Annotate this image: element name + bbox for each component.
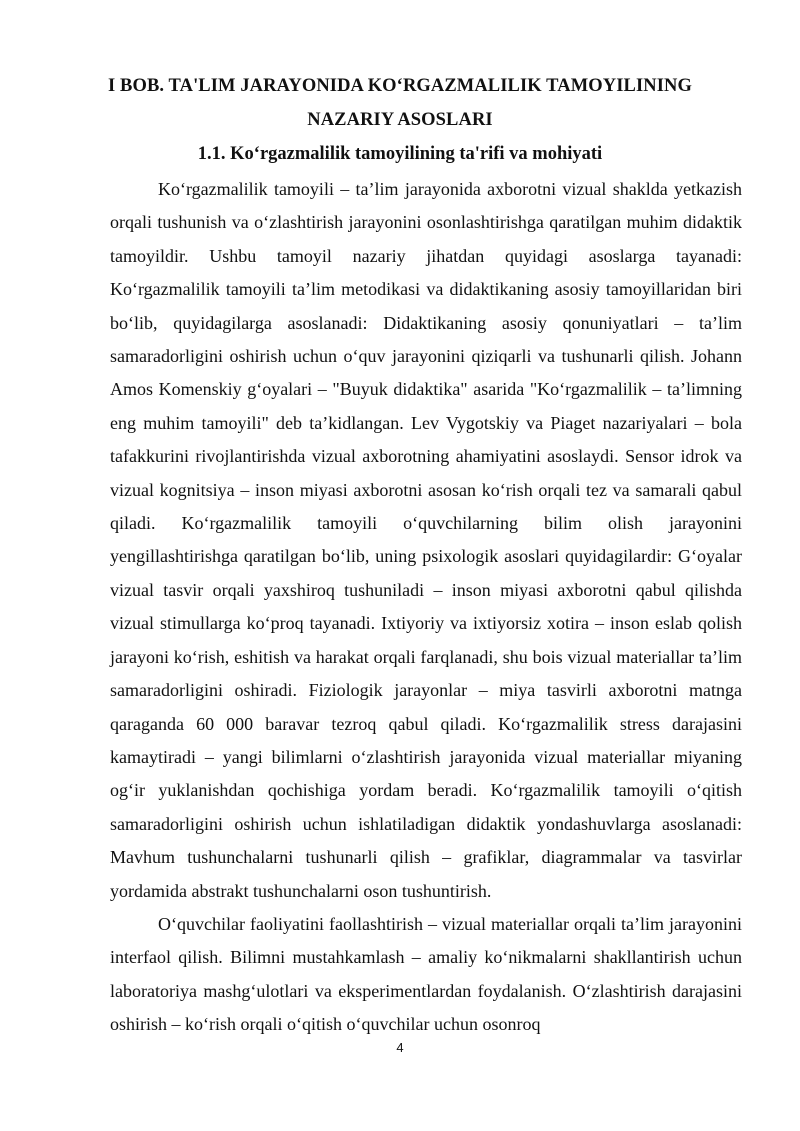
section-title: 1.1. Ko‘rgazmalilik tamoyilining ta'rifi va mohiyati (197, 144, 603, 164)
chapter-title-line-2: NAZARIY ASOSLARI (307, 110, 493, 130)
chapter-title-line-1: I BOB. TA'LIM JARAYONIDA KO‘RGAZMALILIK TAMOYILINING (108, 76, 692, 96)
page-number: 4 (396, 1040, 404, 1055)
paragraph-2: O‘quvchilar faoliyatini faollashtirish – vizual materiallar orqali ta’lim jarayonini interfaol qilish. Bilimni mustahkamlash – amaliy ko‘nikmalarni shakllantirish uchun laboratoriya mashg‘ulotlari va eksperimentlardan foydalanish. O‘zlashtirish darajasini oshirish – ko‘rish orqali o‘qitish o‘quvchilar uchun osonroq (110, 913, 742, 1035)
body-text (110, 173, 742, 1042)
paragraph-1: Ko‘rgazmalilik tamoyili – ta’lim jarayonida axborotni vizual shaklda yetkazish orqali tushunish va o‘zlashtirish jarayonini osonlashtirishga qaratilgan muhim didaktik tamoyildir. Ushbu tamoyil nazariy jihatdan quyidagi asoslarga tayanadi: Ko‘rgazmalilik tamoyili ta’lim metodikasi va didaktikaning asosiy tamoyillaridan biri bo‘lib, quyidagilarga asoslanadi: Didaktikaning asosiy qonuniyatlari – ta’lim samaradorligini oshirish uchun o‘quv jarayonini qiziqarli va tushunarli qilish. Johann Amos Komenskiy g‘oyalari – "Buyuk didaktika" asarida "Ko‘rgazmalilik – ta’limning eng muhim tamoyili" deb ta’kidlangan. Lev Vygotskiy va Piaget nazariyalari – bola tafakkurini rivojlantirishda vizual axborotning ahamiyatini asoslaydi. Sensor idrok va vizual kognitsiya – inson miyasi axborotni asosan ko‘rish orqali tez va samarali qabul qiladi. Ko‘rgazmalilik tamoyili o‘quvchilarning bilim olish jarayonini yengillashtirishga qaratilgan bo‘lib, uning psixologik asoslari quyidagilardir: G‘oyalar vizual tasvir orqali yaxshiroq tushuniladi – inson miyasi axborotni qabul qilishda vizual stimullarga ko‘proq tayanadi. Ixtiyoriy va ixtiyorsiz xotira – inson eslab qolish jarayoni ko‘rish, eshitish va harakat orqali farqlanadi, shu bois vizual materiallar ta’lim samaradorligini oshiradi. Fiziologik jarayonlar – miya tasvirli axborotni matnga qaraganda 60 000 baravar tezroq qabul qiladi. Ko‘rgazmalilik stress darajasini kamaytiradi – yangi bilimlarni o‘zlashtirish jarayonida vizual materiallar miyaning og‘ir yuklanishdan qochishiga yordam beradi. Ko‘rgazmalilik tamoyili o‘qitish samaradorligini oshirish uchun ishlatiladigan didaktik yondashuvlarga asoslanadi: Mavhum tushunchalarni tushunarli qilish – grafiklar, diagrammalar va tasvirlar yordamida abstrakt tushunchalarni oson tushuntirish. (110, 179, 742, 901)
